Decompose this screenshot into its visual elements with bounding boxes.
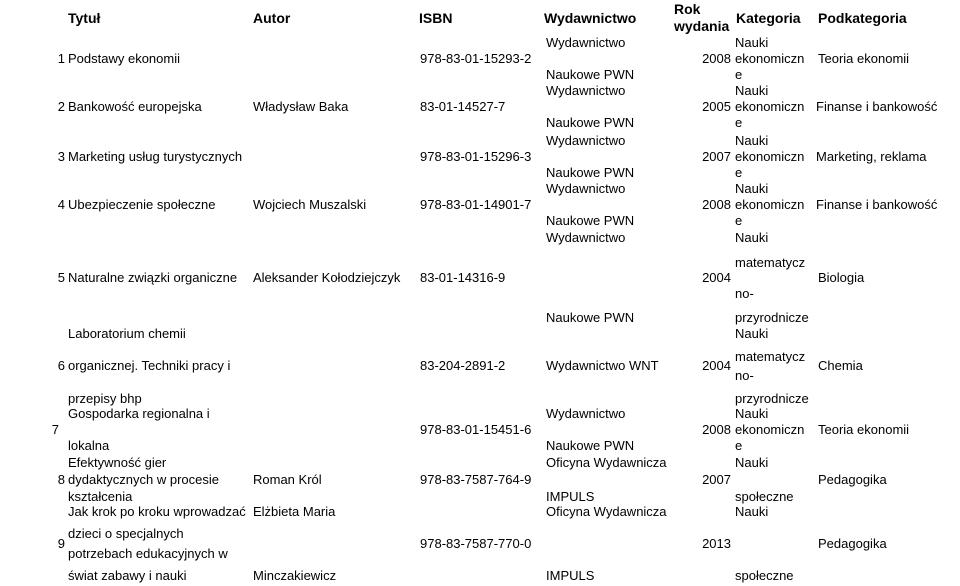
row-9-title-line2: dzieci o specjalnych [68,526,184,541]
row-9-category-line1: Nauki [735,504,769,519]
row-4-author: Wojciech Muszalski [253,197,367,212]
row-3-category-line3: e [735,165,743,180]
row-5-publisher-line1: Wydawnictwo [546,230,626,245]
row-6-publisher: Wydawnictwo WNT [546,358,659,373]
row-7-number: 7 [51,422,59,437]
row-2-year: 2005 [702,99,731,114]
row-8-category-line2: społeczne [735,489,794,504]
header-category: Kategoria [736,10,801,26]
row-2-publisher-line1: Wydawnictwo [546,83,626,98]
row-3-number: 3 [57,149,65,164]
row-5-number: 5 [57,270,65,285]
row-5-publisher-line2: Naukowe PWN [546,310,635,325]
header-author: Autor [253,10,291,26]
header-year-line2: wydania [674,18,730,34]
row-2-category-line3: e [735,115,743,130]
row-7-category-line1: Nauki [735,406,769,421]
row-2-author: Władysław Baka [253,99,349,114]
row-1-number: 1 [57,51,65,66]
row-5-subcategory: Biologia [818,270,865,285]
row-1-publisher-line2: Naukowe PWN [546,67,635,82]
row-7-publisher-line1: Wydawnictwo [546,406,626,421]
row-9-title-line4: świat zabawy i nauki [68,568,187,583]
row-2-number: 2 [57,99,65,114]
row-9-publisher-line1: Oficyna Wydawnicza [546,504,667,519]
header-isbn: ISBN [419,10,453,26]
row-7-category-line2: ekonomiczn [735,422,805,437]
row-4-title: Ubezpieczenie społeczne [68,197,216,212]
row-6-title-line3: przepisy bhp [68,391,142,406]
row-6-number: 6 [57,358,65,373]
row-4-publisher-line2: Naukowe PWN [546,213,635,228]
row-6-isbn: 83-204-2891-2 [420,358,506,373]
row-1-isbn: 978-83-01-15293-2 [420,51,532,66]
row-8-isbn: 978-83-7587-764-9 [420,472,532,487]
row-3-publisher-line1: Wydawnictwo [546,133,626,148]
row-9-category-line2: społeczne [735,568,794,583]
row-7-isbn: 978-83-01-15451-6 [420,422,532,437]
row-2-title: Bankowość europejska [68,99,202,114]
row-8-subcategory: Pedagogika [818,472,887,487]
row-9-title-line1: Jak krok po kroku wprowadzać [68,504,246,519]
row-9-author-line2: Minczakiewicz [253,568,337,583]
row-1-subcategory: Teoria ekonomii [818,51,910,66]
header-year-line1: Rok [674,1,701,17]
row-9-isbn: 978-83-7587-770-0 [420,536,532,551]
row-4-publisher-line1: Wydawnictwo [546,181,626,196]
row-1-title: Podstawy ekonomii [68,51,180,66]
row-5-author: Aleksander Kołodziejczyk [253,270,401,285]
row-9-publisher-line2: IMPULS [546,568,595,583]
row-4-isbn: 978-83-01-14901-7 [420,197,532,212]
row-3-year: 2007 [702,149,731,164]
row-5-category-line1: Nauki [735,230,769,245]
header-title: Tytuł [68,10,101,26]
row-1-category-line3: e [735,67,743,82]
row-7-category-line3: e [735,438,743,453]
row-9-number: 9 [57,536,65,551]
row-6-title-line1: Laboratorium chemii [68,326,186,341]
row-2-publisher-line2: Naukowe PWN [546,115,635,130]
header-publisher: Wydawnictwo [544,10,637,26]
row-7-title-line1: Gospodarka regionalna i [68,406,210,421]
row-6-category-line2: matematycz [735,349,806,364]
row-2-category-line2: ekonomiczn [735,99,805,114]
row-5-category-line4: przyrodnicze [735,310,809,325]
row-5-isbn: 83-01-14316-9 [420,270,506,285]
row-6-title-line2: organicznej. Techniki pracy i [68,358,231,373]
header-subcategory: Podkategoria [818,10,907,26]
row-8-year: 2007 [702,472,731,487]
row-8-publisher-line1: Oficyna Wydawnicza [546,455,667,470]
row-6-year: 2004 [702,358,731,373]
row-7-title-line2: lokalna [68,438,110,453]
row-4-number: 4 [57,197,65,212]
row-9-author-line1: Elżbieta Maria [253,504,336,519]
row-8-title-line3: kształcenia [68,489,133,504]
row-5-title: Naturalne związki organiczne [68,270,238,285]
row-6-category-line3: no- [735,368,754,383]
row-3-subcategory: Marketing, reklama [816,149,927,164]
row-3-category-line2: ekonomiczn [735,149,805,164]
row-8-author: Roman Król [253,472,322,487]
row-8-publisher-line2: IMPULS [546,489,595,504]
row-4-subcategory: Finanse i bankowość [816,197,938,212]
row-7-subcategory: Teoria ekonomii [818,422,910,437]
row-2-subcategory: Finanse i bankowość [816,99,938,114]
row-1-publisher-line1: Wydawnictwo [546,35,626,50]
row-2-isbn: 83-01-14527-7 [420,99,506,114]
row-2-category-line1: Nauki [735,83,769,98]
row-8-title-line1: Efektywność gier [68,455,167,470]
row-9-subcategory: Pedagogika [818,536,887,551]
row-4-category-line1: Nauki [735,181,769,196]
row-4-year: 2008 [702,197,731,212]
row-5-category-line3: no- [735,286,754,301]
row-5-year: 2004 [702,270,731,285]
row-4-category-line2: ekonomiczn [735,197,805,212]
row-1-category-line2: ekonomiczn [735,51,805,66]
row-3-title: Marketing usług turystycznych [68,149,243,164]
row-3-category-line1: Nauki [735,133,769,148]
row-3-publisher-line2: Naukowe PWN [546,165,635,180]
row-4-category-line3: e [735,213,743,228]
row-8-category-line1: Nauki [735,455,769,470]
row-8-title-line2: dydaktycznych w procesie [68,472,220,487]
row-6-subcategory: Chemia [818,358,863,373]
row-7-publisher-line2: Naukowe PWN [546,438,635,453]
row-6-category-line4: przyrodnicze [735,391,809,406]
row-9-title-line3: potrzebach edukacyjnych w [68,546,228,561]
row-7-year: 2008 [702,422,731,437]
row-1-year: 2008 [702,51,731,66]
row-3-isbn: 978-83-01-15296-3 [420,149,532,164]
row-6-category-line1: Nauki [735,326,769,341]
row-8-number: 8 [57,472,65,487]
row-1-category-line1: Nauki [735,35,769,50]
row-9-year: 2013 [702,536,731,551]
row-5-category-line2: matematycz [735,255,806,270]
